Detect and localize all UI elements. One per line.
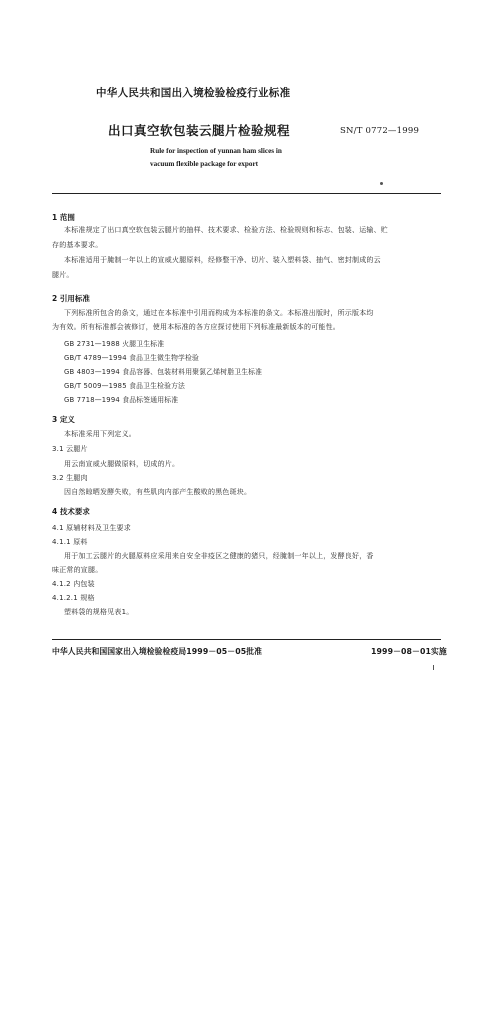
implementation-date-footer: 1999－08－01实施 [371, 647, 447, 656]
reference-item: GB/T 4789—1994 食品卫生微生物学检验 [64, 354, 200, 362]
reference-item: GB 4803—1994 食品容器、包装材料用聚氯乙烯树脂卫生标准 [64, 368, 263, 376]
footer-divider [52, 639, 441, 640]
section-heading-references: 2 引用标准 [52, 294, 90, 303]
reference-item: GB/T 5009—1985 食品卫生检验方法 [64, 382, 186, 390]
paragraph-line: 为有效。所有标准都会被修订，使用本标准的各方应探讨使用下列标准最新版本的可能性。 [52, 323, 340, 331]
paragraph-line: 下列标准所包含的条文，通过在本标准中引用而构成为本标准的条文。本标准出版时，所示版本均 [64, 309, 374, 317]
paragraph-line: 存的基本要求。 [52, 241, 103, 249]
subsection-heading: 4.1 原辅材料及卫生要求 [52, 524, 131, 532]
approval-footer: 中华人民共和国国家出入境检验检疫局1999－05－05批准 [52, 647, 263, 656]
document-title: 出口真空软包装云腿片检验规程 [108, 123, 291, 138]
english-title-line-2: vacuum flexible package for export [150, 160, 259, 168]
paragraph-line: 塑料袋的规格见表1。 [64, 608, 134, 616]
paragraph-line: 本标准规定了出口真空软包装云腿片的抽样、技术要求、检验方法、检验规则和标志、包装、运输、贮 [64, 226, 388, 234]
reference-item: GB 2731—1988 火腿卫生标准 [64, 340, 165, 348]
paragraph-line: 用于加工云腿片的火腿原料应采用来自安全非疫区之健康的猪只，经腌制一年以上，发酵良好，香 [64, 552, 374, 560]
section-heading-technical-requirements: 4 技术要求 [52, 507, 90, 516]
paragraph-line: 本标准采用下列定义。 [64, 430, 136, 438]
header-divider [52, 193, 441, 194]
definition-text: 用云南宣威火腿做原料，切成的片。 [64, 460, 180, 468]
section-heading-scope: 1 范围 [52, 213, 75, 222]
reference-item: GB 7718—1994 食品标签通用标准 [64, 396, 179, 404]
english-title-line-1: Rule for inspection of yunnan ham slices in [150, 147, 282, 155]
scan-speck [380, 182, 383, 185]
subsection-heading: 4.1.2.1 规格 [52, 594, 95, 602]
subsection-heading: 4.1.1 原料 [52, 538, 88, 546]
definition-text: 因自然晾晒发酵失败，有些肌肉内部产生酸败的黑色斑块。 [64, 488, 252, 496]
paragraph-line: 腿片。 [52, 271, 74, 279]
subsection-heading: 4.1.2 内包装 [52, 580, 95, 588]
scan-mark [433, 665, 434, 670]
standard-type-header: 中华人民共和国出入境检验检疫行业标准 [96, 87, 291, 99]
section-heading-definitions: 3 定义 [52, 415, 75, 424]
definition-heading: 3.1 云腿片 [52, 445, 88, 453]
standard-code: SN/T 0772—1999 [340, 126, 420, 136]
paragraph-line: 本标准适用于腌制一年以上的宣威火腿原料，经修整干净、切片、装入塑料袋、抽气、密封制成的云 [64, 256, 381, 264]
paragraph-line: 味正常的宣腿。 [52, 566, 103, 574]
definition-heading: 3.2 生腿肉 [52, 474, 88, 482]
